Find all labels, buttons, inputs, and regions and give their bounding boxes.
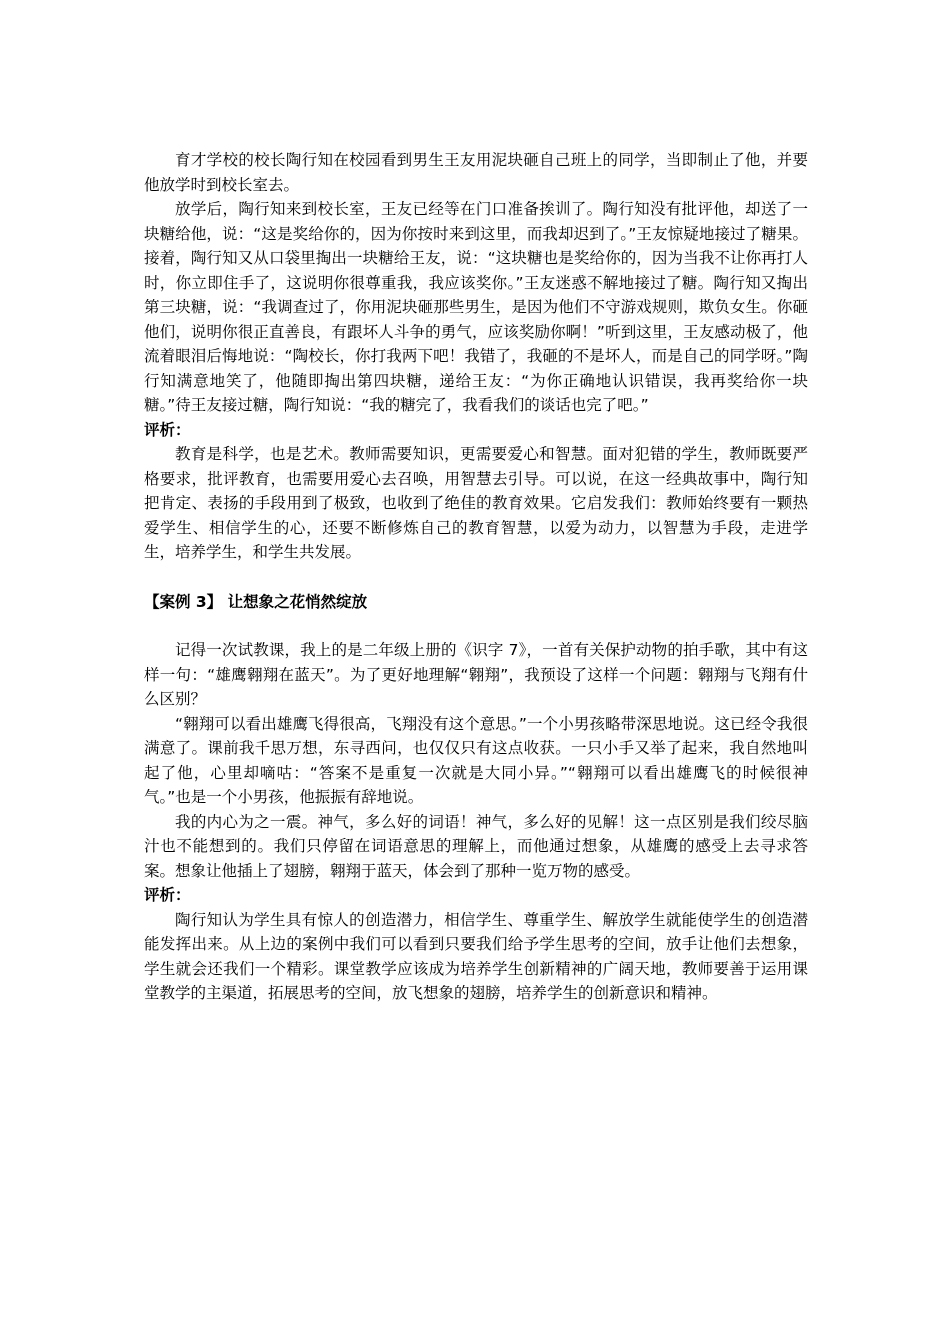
section-spacer: [144, 565, 808, 590]
case3-paragraph-1: 记得一次试教课，我上的是二年级上册的《识字 7》，一首有关保护动物的拍手歌，其中有这样一句：“雄鹰翱翔在蓝天”。为了更好地理解“翱翔”，我预设了这样一个问题：翱翔与飞翔有什么区别？: [144, 641, 808, 708]
case3-paragraph-2: “翱翔可以看出雄鹰飞得很高，飞翔没有这个意思。”一个小男孩略带深思地说。这已经令我很满意了。课前我千思万想，东寻西问，也仅仅只有这点收获。一只小手又举了起来，我自然地叫起了他，心里却嘀咕：“答案不是重复一次就是大同小异。”“翱翔可以看出雄鹰飞的时候很神气。”也是一个小男孩，他振振有辞地说。: [144, 714, 808, 806]
case3-comment-label: 评析：: [144, 886, 191, 904]
case3-heading: 【案例 3】 让想象之花悄然绽放: [144, 592, 368, 611]
document-body: [144, 148, 808, 1006]
case2-comment: 教育是科学，也是艺术。教师需要知识，更需要爱心和智慧。面对犯错的学生，教师既要严格要求，批评教育，也需要用爱心去召唤，用智慧去引导。可以说，在这一经典故事中，陶行知把肯定、表扬的手段用到了极致，也收到了绝佳的教育效果。它启发我们：教师始终要有一颗热爱学生、相信学生的心，还要不断修炼自己的教育智慧，以爱为动力，以智慧为手段，走进学生，培养学生，和学生共发展。: [144, 445, 808, 561]
case2-paragraph-2: 放学后，陶行知来到校长室，王友已经等在门口准备挨训了。陶行知没有批评他，却送了一块糖给他，说：“这是奖给你的，因为你按时来到这里，而我却迟到了。”王友惊疑地接过了糖果。接着，陶行知又从口袋里掏出一块糖给王友，说：“这块糖也是奖给你的，因为当我不让你再打人时，你立即住手了，这说明你很尊重我，我应该奖你。”王友迷惑不解地接过了糖。陶行知又掏出第三块糖，说：“我调查过了，你用泥块砸那些男生，是因为他们不守游戏规则，欺负女生。你砸他们，说明你很正直善良，有跟坏人斗争的勇气，应该奖励你啊！”听到这里，王友感动极了，他流着眼泪后悔地说：“陶校长，你打我两下吧！我错了，我砸的不是坏人，而是自己的同学呀。”陶行知满意地笑了，他随即掏出第四块糖，递给王友：“为你正确地认识错误，我再奖给你一块糖。”待王友接过糖，陶行知说：“我的糖完了，我看我们的谈话也完了吧。”: [144, 200, 808, 414]
heading-spacer: [144, 614, 808, 638]
case2-comment-label: 评析：: [144, 420, 191, 439]
case3-comment: 陶行知认为学生具有惊人的创造潜力，相信学生、尊重学生、解放学生就能使学生的创造潜能发挥出来。从上边的案例中我们可以看到只要我们给予学生思考的空间，放手让他们去想象，学生就会还我们一个精彩。课堂教学应该成为培养学生创新精神的广阔天地，教师要善于运用课堂教学的主渠道，拓展思考的空间，放飞想象的翅膀，培养学生的创新意识和精神。: [144, 910, 808, 1002]
case3-paragraph-3: 我的内心为之一震。神气，多么好的词语！神气，多么好的见解！这一点区别是我们绞尽脑汁也不能想到的。我们只停留在词语意思的理解上，而他通过想象，从雄鹰的感受上去寻求答案。想象让他插上了翅膀，翱翔于蓝天，体会到了那种一览万物的感受。: [144, 812, 808, 880]
case2-paragraph-1: 育才学校的校长陶行知在校园看到男生王友用泥块砸自己班上的同学，当即制止了他，并要他放学时到校长室去。: [144, 151, 808, 194]
